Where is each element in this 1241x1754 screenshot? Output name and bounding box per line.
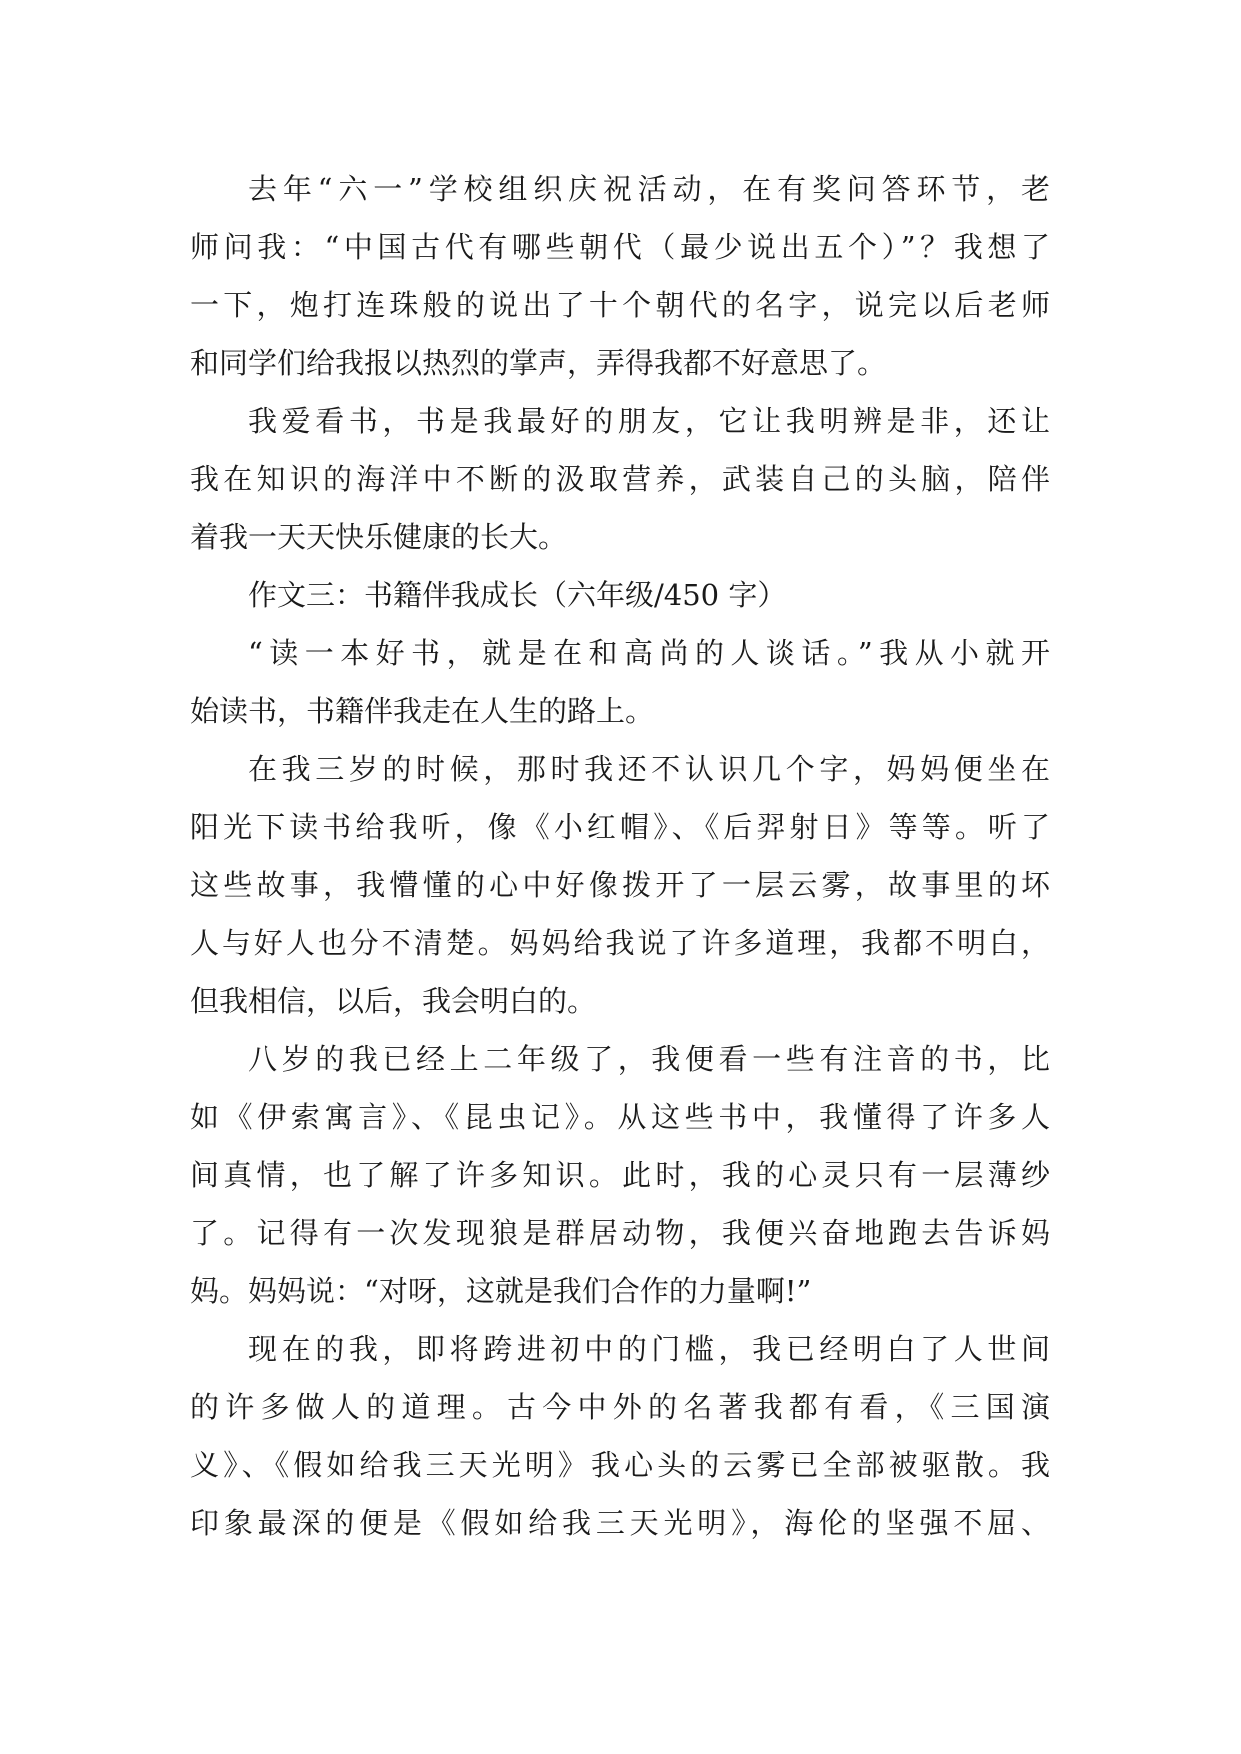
text-line: “读一本好书，就是在和高尚的人谈话。”我从小就开 xyxy=(248,636,1050,670)
text-line: 人与好人也分不清楚。妈妈给我说了许多道理，我都不明白， xyxy=(190,926,1050,960)
text-line: 一下，炮打连珠般的说出了十个朝代的名字，说完以后老师 xyxy=(190,288,1050,322)
text-line: 八岁的我已经上二年级了，我便看一些有注音的书，比 xyxy=(248,1042,1050,1076)
text-line: 始读书，书籍伴我走在人生的路上。 xyxy=(190,694,655,728)
text-line: 师问我：“中国古代有哪些朝代（最少说出五个）”？我想了 xyxy=(190,230,1050,264)
text-line: 我在知识的海洋中不断的汲取营养，武装自己的头脑，陪伴 xyxy=(190,462,1050,496)
text-line: 但我相信，以后，我会明白的。 xyxy=(190,984,597,1018)
text-line: 和同学们给我报以热烈的掌声，弄得我都不好意思了。 xyxy=(190,346,887,380)
text-line: 在我三岁的时候，那时我还不认识几个字，妈妈便坐在 xyxy=(248,752,1050,786)
text-line: 现在的我，即将跨进初中的门槛，我已经明白了人世间 xyxy=(248,1332,1050,1366)
text-line: 着我一天天快乐健康的长大。 xyxy=(190,520,568,554)
text-line: 我爱看书，书是我最好的朋友，它让我明辨是非，还让 xyxy=(248,404,1050,438)
text-line: 这些故事，我懵懂的心中好像拨开了一层云雾，故事里的坏 xyxy=(190,868,1050,902)
text-line: 去年“六一”学校组织庆祝活动，在有奖问答环节，老 xyxy=(248,172,1050,206)
text-line: 阳光下读书给我听，像《小红帽》、《后羿射日》等等。听了 xyxy=(190,810,1050,844)
text-line: 的许多做人的道理。古今中外的名著我都有看，《三国演 xyxy=(190,1390,1050,1424)
text-line: 如《伊索寓言》、《昆虫记》。从这些书中，我懂得了许多人 xyxy=(190,1100,1050,1134)
text-line: 了。记得有一次发现狼是群居动物，我便兴奋地跑去告诉妈 xyxy=(190,1216,1050,1250)
essay-heading: 作文三：书籍伴我成长（六年级/450 字） xyxy=(248,578,787,612)
text-line: 义》、《假如给我三天光明》我心头的云雾已全部被驱散。我 xyxy=(190,1448,1050,1482)
text-line: 妈。妈妈说：“对呀，这就是我们合作的力量啊!” xyxy=(190,1274,812,1308)
text-line: 印象最深的便是《假如给我三天光明》，海伦的坚强不屈、 xyxy=(190,1506,1050,1540)
text-line: 间真情，也了解了许多知识。此时，我的心灵只有一层薄纱 xyxy=(190,1158,1050,1192)
essay-text-body xyxy=(190,160,1050,1552)
